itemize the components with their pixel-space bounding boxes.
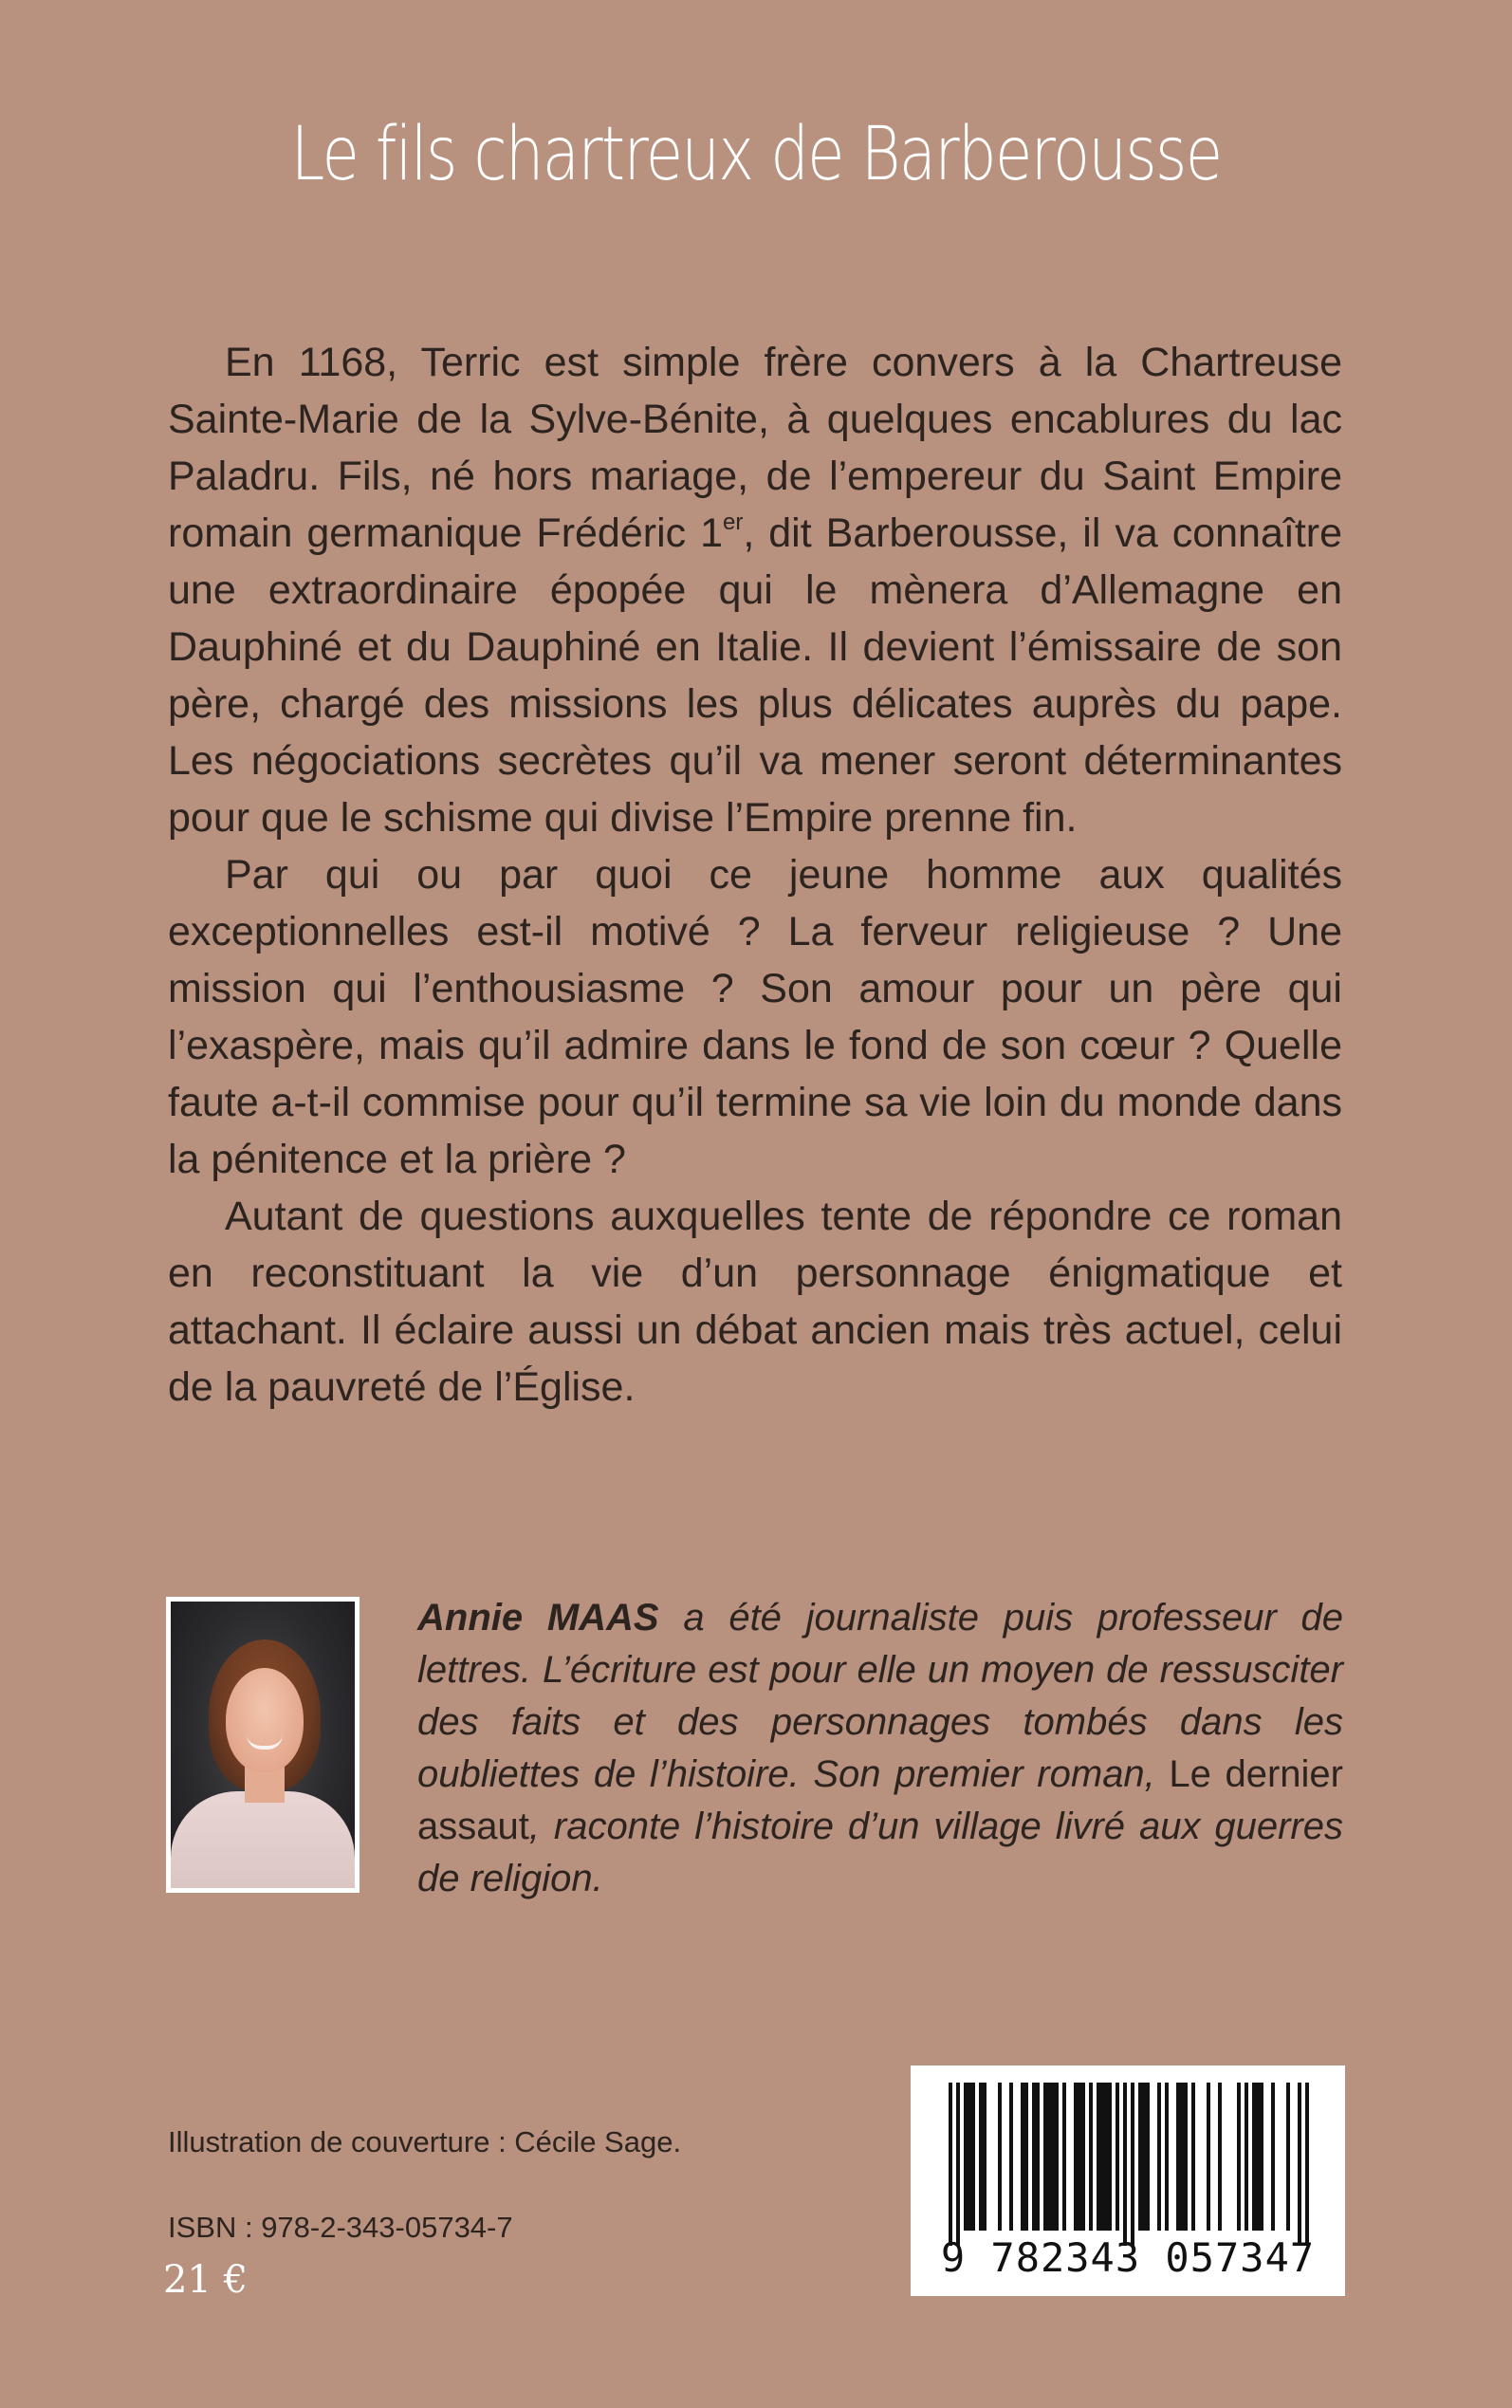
barcode-bar [1305, 2083, 1309, 2246]
isbn-text: ISBN : 978-2-343-05734-7 [168, 2211, 513, 2244]
barcode-bar [1051, 2083, 1055, 2231]
barcode-bar [1062, 2083, 1066, 2231]
barcode-bar [1286, 2083, 1290, 2231]
barcode-bar [1104, 2083, 1108, 2231]
barcode-bar [1256, 2083, 1260, 2231]
previous-book-title: Le dernier assaut [417, 1753, 1343, 1847]
barcode-bar [983, 2083, 986, 2231]
barcode-bar [1237, 2083, 1241, 2231]
book-title: Le fils chartreux de Barberousse [290, 112, 1222, 197]
barcode-bar [1024, 2083, 1028, 2231]
barcode-bar [971, 2083, 975, 2231]
barcode-bar [1176, 2083, 1180, 2231]
barcode-bar [1108, 2083, 1112, 2231]
illustration-credit: Illustration de couverture : Cécile Sage. [168, 2125, 682, 2158]
barcode-bar [1043, 2083, 1047, 2231]
barcode [911, 2065, 1345, 2296]
author-name: Annie MAAS [417, 1597, 659, 1639]
barcode-bar [979, 2083, 983, 2231]
barcode-bar [1245, 2083, 1248, 2231]
barcode-bar [998, 2083, 1002, 2231]
barcode-bar [1074, 2083, 1078, 2231]
author-photo [166, 1597, 360, 1893]
barcode-bar [1184, 2083, 1188, 2231]
barcode-bar [1142, 2083, 1146, 2231]
barcode-bar [1138, 2083, 1142, 2231]
barcode-bar [1131, 2083, 1134, 2246]
barcode-bar [1047, 2083, 1051, 2231]
barcode-bar [1271, 2083, 1275, 2231]
barcode-bar [964, 2083, 968, 2231]
barcode-bar [1252, 2083, 1256, 2231]
barcode-bar [1009, 2083, 1013, 2231]
barcode-bar [1100, 2083, 1104, 2231]
barcode-bar [1146, 2083, 1150, 2231]
barcode-bar [1036, 2083, 1040, 2231]
back-cover-blurb [168, 334, 1342, 1416]
barcode-bar [956, 2083, 960, 2246]
barcode-bar [1089, 2083, 1093, 2231]
barcode-bar [1298, 2083, 1301, 2246]
barcode-bar [949, 2083, 952, 2246]
blurb-paragraph-3: Autant de questions auxquelles tente de répondre ce roman en reconstituant la vie d’un personnage énigmatique et attachant. Il éclaire aussi un débat ancien mais très actuel, celui de la pauvreté de l’Église. [168, 1194, 1342, 1410]
barcode-bar [968, 2083, 971, 2231]
barcode-bar [1116, 2083, 1119, 2231]
barcode-bars [911, 2065, 1345, 2246]
barcode-bar [1180, 2083, 1184, 2231]
barcode-bar [1021, 2083, 1024, 2231]
barcode-bar [1165, 2083, 1169, 2231]
barcode-bar [1055, 2083, 1059, 2231]
barcode-bar [1123, 2083, 1127, 2246]
barcode-bar [1032, 2083, 1036, 2231]
barcode-bar [1191, 2083, 1195, 2231]
barcode-bar [1078, 2083, 1081, 2231]
barcode-bar [1157, 2083, 1161, 2231]
barcode-bar [1218, 2083, 1222, 2231]
barcode-bar [1097, 2083, 1100, 2231]
barcode-bar [1207, 2083, 1210, 2231]
blurb-paragraph-1: En 1168, Terric est simple frère convers à la Chartreuse Sainte-Marie de la Sylve-Bénite, à quelques encablures du lac Paladru. Fils, né hors mariage, de l’empereur du Saint Empire romain germanique Frédéric 1er, dit Barberousse, il va connaître une extraordinaire épopée qui le mènera d’Allemagne en Dauphiné et du Dauphiné en Italie. Il devient l’émissaire de son père, chargé des missions les plus délicates auprès du pape. Les négociations secrètes qu’il va mener seront déterminantes pour que le schisme qui divise l’Empire prenne fin. [168, 340, 1342, 841]
barcode-bar [1260, 2083, 1263, 2231]
blurb-paragraph-2: Par qui ou par quoi ce jeune homme aux qualités exceptionnelles est-il motivé ? La ferveur religieuse ? Une mission qui l’enthousiasme ? Son amour pour un père qui l’exaspère, mais qu’il admire dans le fond de son cœur ? Quelle faute a-t-il commise pour qu’il termine sa vie loin du monde dans la pénitence et la prière ? [168, 852, 1342, 1182]
barcode-digits: 9 782343 057347 [940, 2234, 1316, 2281]
price-text: 21 € [163, 2258, 249, 2302]
barcode-bar [1081, 2083, 1085, 2231]
author-bio: Annie MAAS a été journaliste puis professeur de lettres. L’écriture est pour elle un moyen de ressusciter des faits et des personnages tombés dans les oubliettes de l’histoire. Son premier roman, Le dernier assaut, raconte l’histoire d’un village livré aux guerres de religion. [417, 1597, 1344, 1899]
